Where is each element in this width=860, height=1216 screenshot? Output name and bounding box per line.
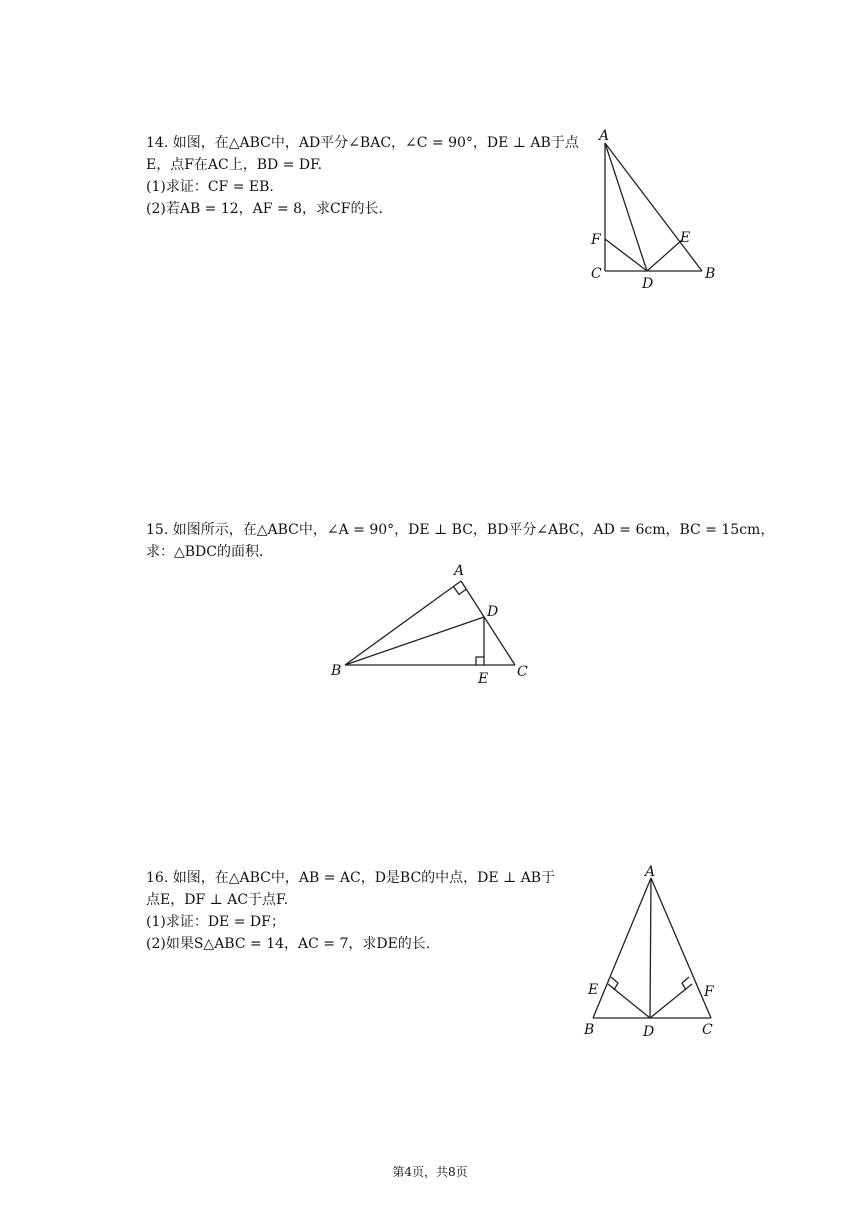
label-F: F xyxy=(591,232,601,248)
segment-BA xyxy=(345,581,461,665)
label-A: A xyxy=(454,563,465,579)
segment-AD xyxy=(650,878,651,1018)
problem-16-line-1: 16. 如图，在△ABC中，AB = AC，D是BC的中点，DE ⊥ AB于 xyxy=(146,870,556,886)
label-B: B xyxy=(584,1022,595,1038)
problem-15-line-1: 15. 如图所示，在△ABC中，∠A = 90°，DE ⊥ BC，BD平分∠ABC，AD = 6cm，BC = 15cm， xyxy=(146,522,775,538)
problem-15-text xyxy=(146,519,775,563)
problem-14-line-1: 14. 如图，在△ABC中，AD平分∠BAC，∠C = 90°，DE ⊥ AB于点 xyxy=(146,135,579,151)
label-D: D xyxy=(642,276,654,292)
label-F: F xyxy=(704,984,714,1000)
right-angle-mark-E xyxy=(476,657,484,665)
label-E: E xyxy=(478,671,489,687)
label-C: C xyxy=(702,1022,713,1038)
label-A: A xyxy=(645,864,656,880)
label-C: C xyxy=(591,266,602,282)
segment-DE xyxy=(647,240,682,271)
label-B: B xyxy=(331,663,342,679)
problem-14-text xyxy=(146,132,586,220)
segment-AB xyxy=(593,878,651,1018)
label-C: C xyxy=(517,664,528,680)
problem-15-figure xyxy=(325,558,535,688)
problem-14-line-2: E，点F在AC上，BD = DF. xyxy=(146,157,323,173)
label-E: E xyxy=(588,982,599,998)
label-E: E xyxy=(680,230,691,246)
problem-16-line-3: (1)求证：DE = DF； xyxy=(146,914,285,930)
problem-15-line-2: 求：△BDC的面积. xyxy=(146,544,264,560)
label-A: A xyxy=(599,128,610,144)
segment-DF xyxy=(605,239,647,271)
label-D: D xyxy=(643,1024,655,1040)
problem-16-figure xyxy=(578,858,728,1043)
segment-AC xyxy=(461,581,515,665)
problem-14-line-3: (1)求证：CF = EB. xyxy=(146,179,274,195)
segment-AD xyxy=(605,143,647,271)
segment-AC xyxy=(651,878,711,1018)
problem-16-line-4: (2)如果S△ABC = 14，AC = 7，求DE的长. xyxy=(146,936,431,952)
problem-16-line-2: 点E，DF ⊥ AC于点F. xyxy=(146,892,289,908)
page-footer: 第4页，共8页 xyxy=(392,1165,468,1179)
label-B: B xyxy=(705,266,716,282)
problem-14-line-4: (2)若AB = 12，AF = 8，求CF的长. xyxy=(146,201,383,217)
segment-BD xyxy=(345,617,484,665)
segment-AB xyxy=(605,143,702,271)
problem-16-text xyxy=(146,867,586,955)
label-D: D xyxy=(487,604,499,620)
problem-14-figure xyxy=(585,128,725,293)
